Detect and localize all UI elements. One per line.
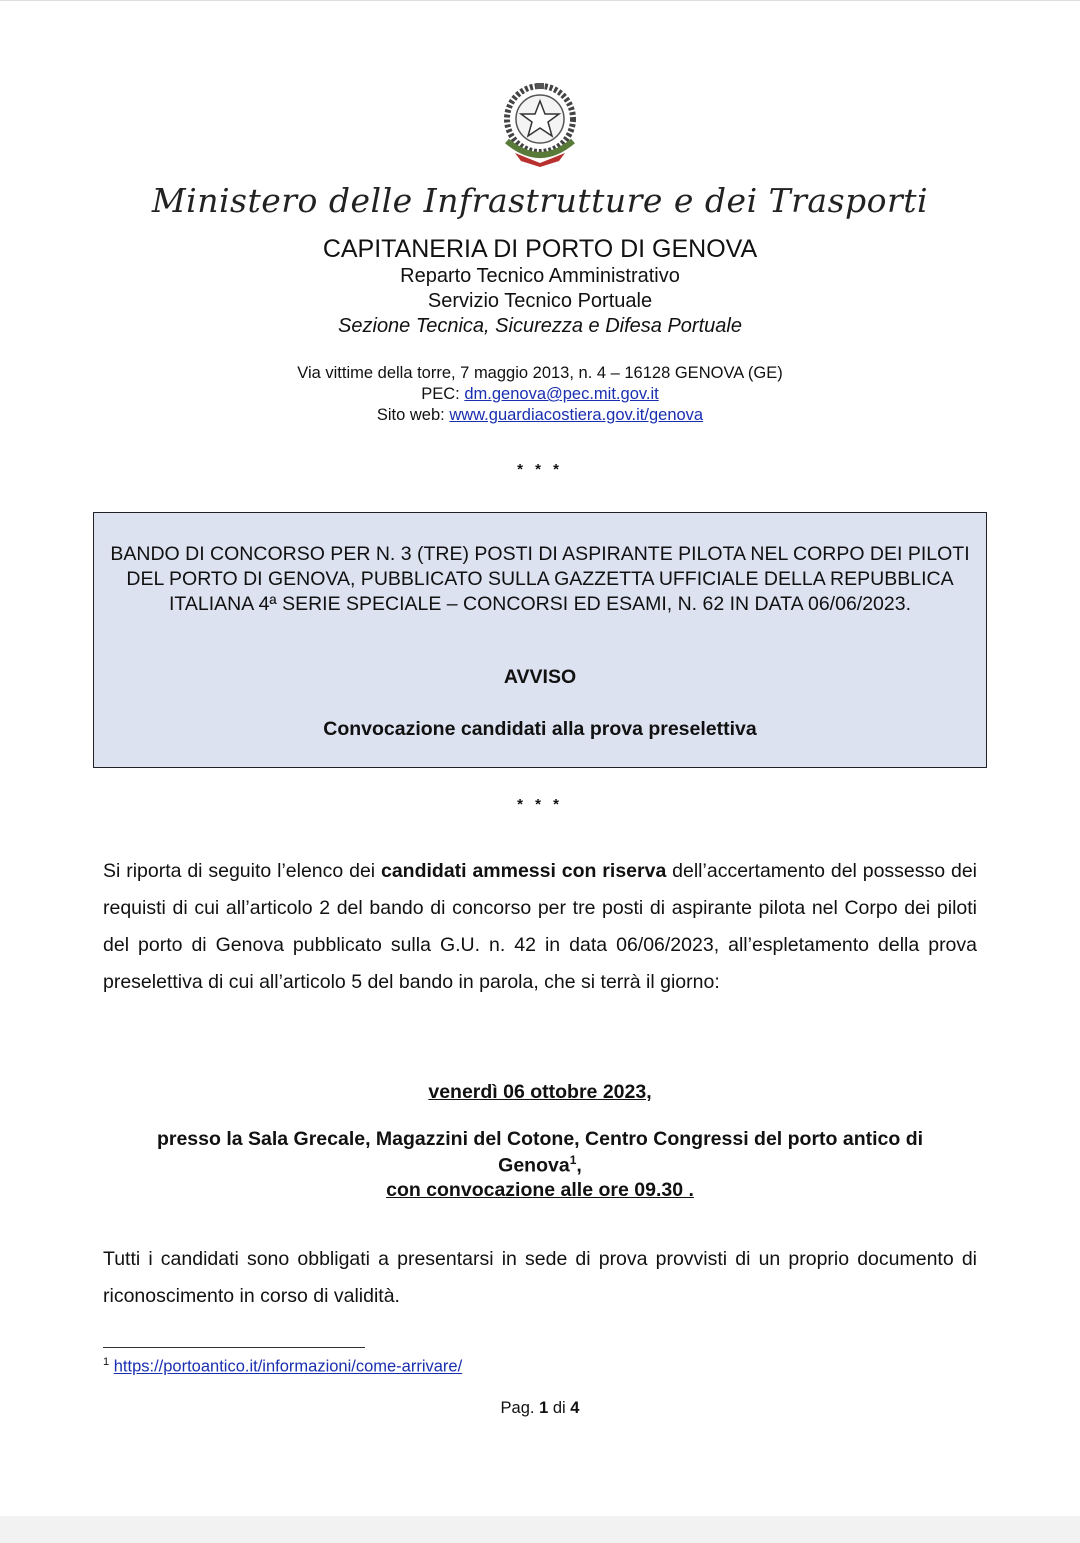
pec-label: PEC:	[421, 385, 465, 403]
intro-text-1: Si riporta di seguito l’elenco dei	[103, 860, 381, 882]
footnote	[103, 1356, 462, 1377]
pec-link[interactable]: dm.genova@pec.mit.gov.it	[464, 385, 659, 403]
service-name: Servizio Tecnico Portuale	[427, 290, 653, 312]
intro-bold: candidati ammessi con riserva	[380, 860, 667, 882]
section-name: Sezione Tecnica, Sicurezza e Difesa Portuale	[338, 315, 742, 337]
pagination-prefix: Pag.	[500, 1399, 540, 1417]
convocation-time: con convocazione alle ore 09.30 .	[386, 1179, 694, 1201]
office-name: CAPITANERIA DI PORTO DI GENOVA	[322, 235, 758, 263]
italian-republic-emblem-icon	[497, 79, 583, 171]
venue-line-1: presso la Sala Grecale, Magazzini del Cotone, Centro Congressi del porto antico di	[156, 1128, 924, 1150]
pagination	[0, 1399, 1080, 1418]
venue-line-2	[0, 1153, 1080, 1178]
venue-footnote-mark[interactable]: 1	[569, 1153, 577, 1167]
pec-line	[0, 385, 1080, 404]
ministry-name: Ministero delle Infrastrutture e dei Trasporti	[151, 181, 929, 220]
notice-title: BANDO DI CONCORSO PER N. 3 (TRE) POSTI DI ASPIRANTE PILOTA NEL CORPO DEI PILOTI DEL PORTO DI GENOVA, PUBBLICATO SULLA GAZZETTA UFFICIALE DELLA REPUBBLICA ITALIANA 4ª SERIE SPECIALE – CONCORSI ED ESAMI, N. 62 IN DATA 06/06/2023.	[110, 543, 970, 615]
venue-city: Genova	[498, 1154, 570, 1177]
exam-date: venerdì 06 ottobre 2023,	[428, 1081, 652, 1103]
website-label: Sito web:	[376, 406, 450, 424]
department-name: Reparto Tecnico Amministrativo	[400, 265, 680, 287]
intro-paragraph	[103, 853, 977, 1001]
notice-heading: AVVISO	[503, 666, 577, 688]
separator-bottom: * * *	[517, 796, 563, 813]
notice-subheading: Convocazione candidati alla prova preselettiva	[323, 718, 757, 740]
intro-text-2: dell’accertamento del possesso dei requisti di cui all’articolo 2 del bando di concorso per tre posti di aspirante pilota nel Corpo dei piloti del porto di Genova pubblicato sulla G.U. n. 42 in data 06/06/2023, all’espletamento della prova preselettiva di cui all’articolo 5 del bando in parola, che si terrà il giorno:	[103, 860, 977, 993]
footnote-rule	[103, 1347, 365, 1348]
footnote-link[interactable]: https://portoantico.it/informazioni/come-arrivare/	[113, 1357, 463, 1376]
pagination-middle: di	[548, 1399, 571, 1417]
separator-top: * * *	[517, 461, 563, 478]
pagination-current: 1	[539, 1399, 549, 1417]
venue-tail: ,	[576, 1154, 582, 1177]
website-link[interactable]: www.guardiacostiera.gov.it/genova	[449, 406, 704, 424]
address: Via vittime della torre, 7 maggio 2013, n. 4 – 16128 GENOVA (GE)	[297, 364, 783, 382]
closing-paragraph: Tutti i candidati sono obbligati a presentarsi in sede di prova provvisti di un proprio documento di riconoscimento in corso di validità.	[103, 1248, 977, 1307]
website-line	[0, 406, 1080, 425]
footnote-mark: 1	[103, 1356, 110, 1368]
pagination-total: 4	[570, 1399, 580, 1417]
